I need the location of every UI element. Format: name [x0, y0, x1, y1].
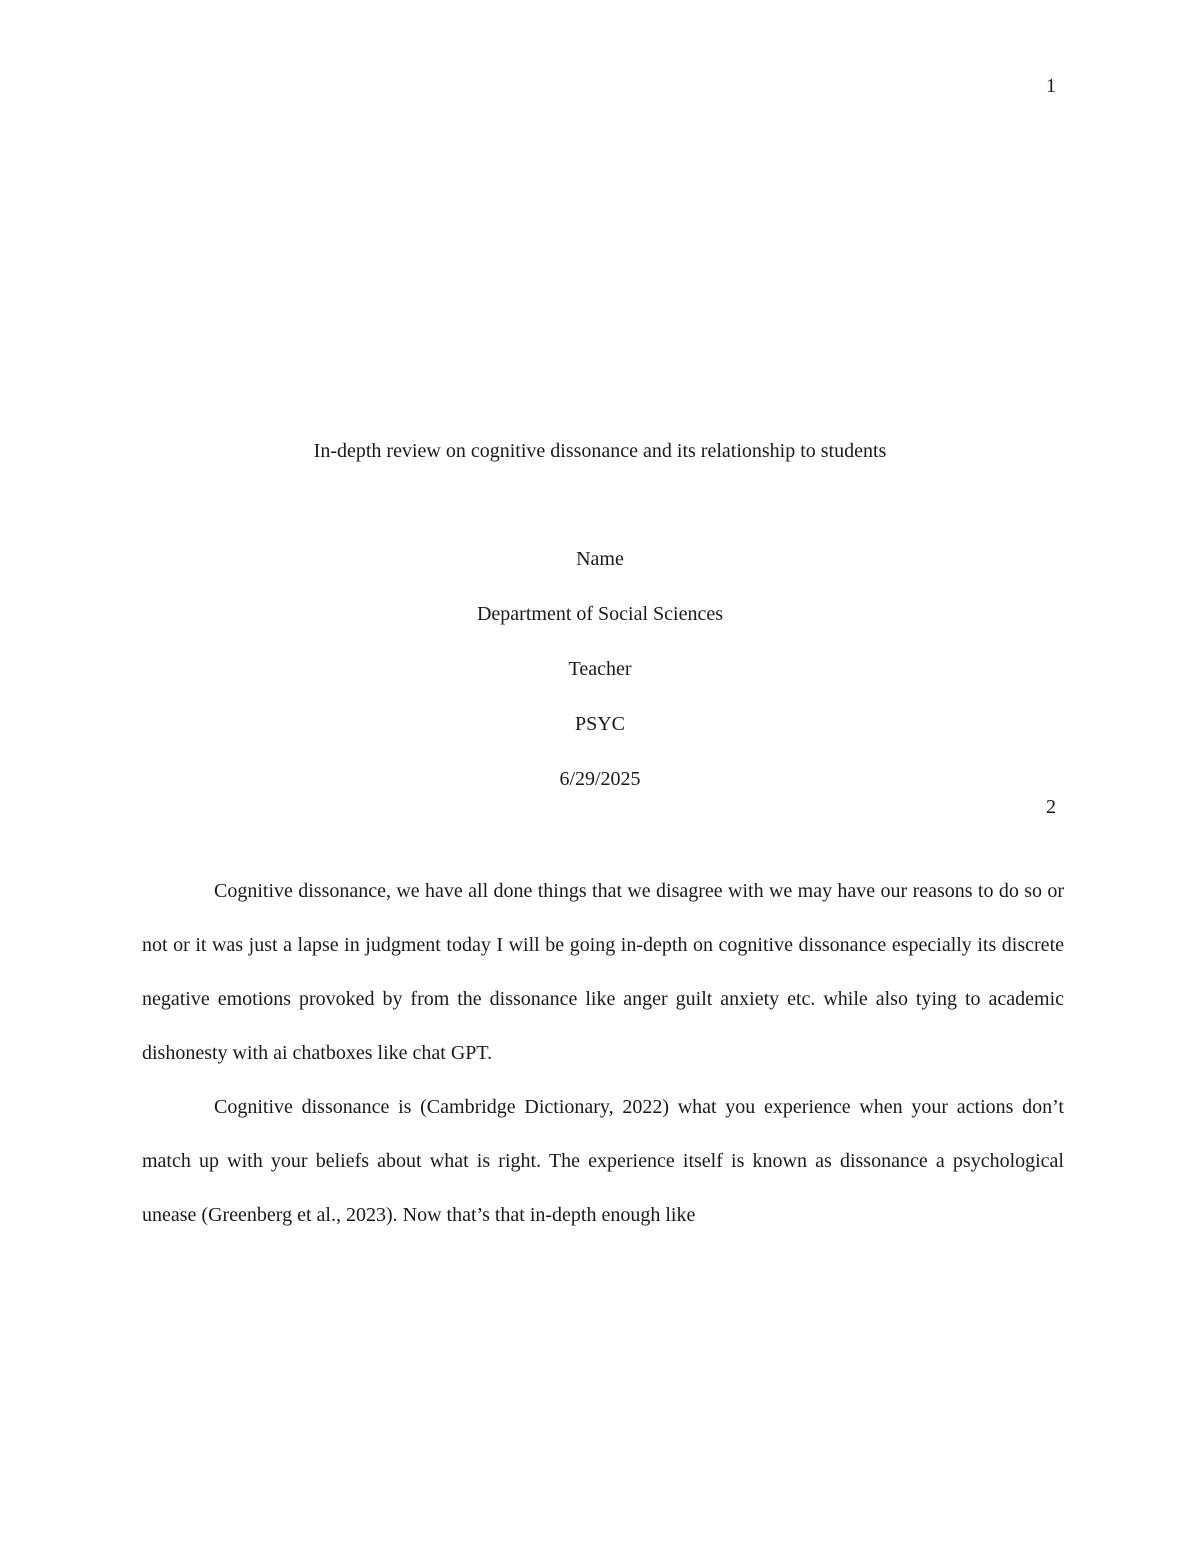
page-number: 1 — [1046, 75, 1056, 97]
paragraph: Cognitive dissonance is (Cambridge Dictionary, 2022) what you experience when your actions don’t match up with your beliefs about what is right. The experience itself is known as dissonance a psychological unease (Greenberg et al., 2023). Now that’s that in-depth enough like — [142, 1096, 1064, 1226]
author-name: Name — [576, 548, 624, 570]
paragraph: Cognitive dissonance, we have all done things that we disagree with we may have our reasons to do so or not or it was just a lapse in judgment today I will be going in-depth on cognitive dissonance especially its discrete negative emotions provoked by from the dissonance like anger guilt anxiety etc. while also tying to academic dishonesty with ai chatboxes like chat GPT. — [142, 880, 1064, 1064]
instructor: Teacher — [568, 658, 632, 680]
department: Department of Social Sciences — [476, 603, 724, 625]
title-page-block — [0, 438, 1200, 821]
paper-title: In-depth review on cognitive dissonance and its relationship to students — [313, 440, 887, 462]
course: PSYC — [574, 713, 626, 735]
page-number: 2 — [1046, 796, 1056, 818]
date: 6/29/2025 — [559, 768, 641, 790]
body-text — [142, 864, 1064, 1242]
